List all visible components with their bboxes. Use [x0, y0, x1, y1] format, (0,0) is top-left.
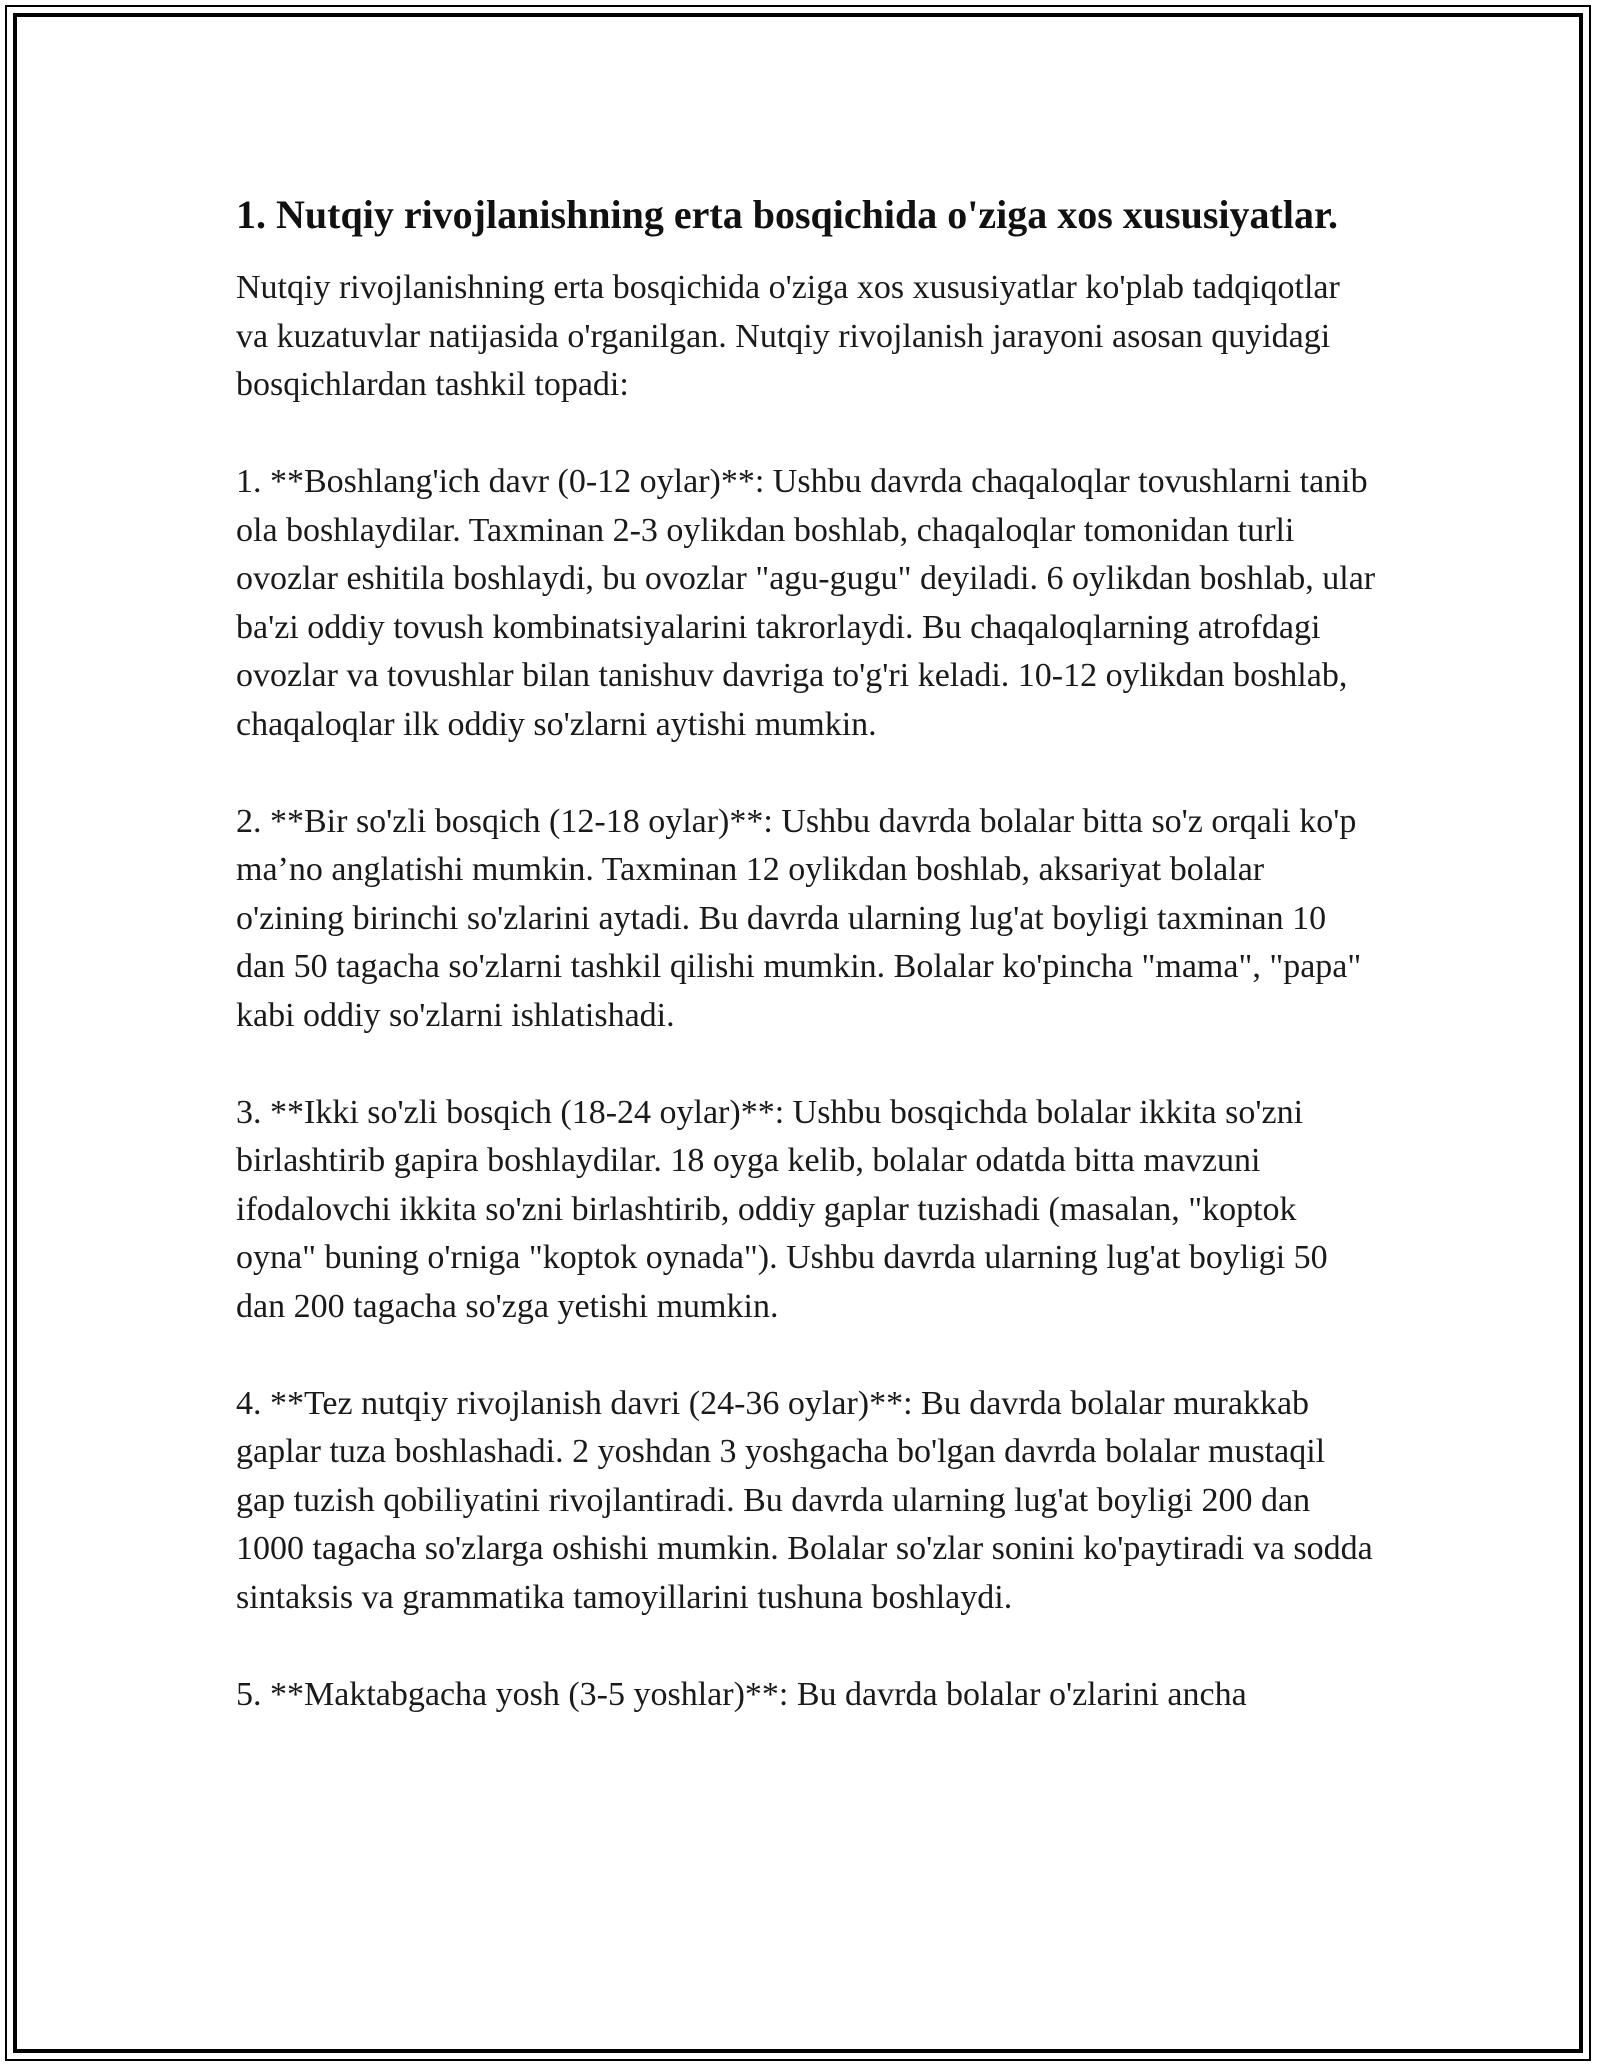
section-title: 1. Nutqiy rivojlanishning erta bosqichida o'ziga xos xususiyatlar.	[236, 192, 1339, 237]
stage-3-paragraph: 3. **Ikki so'zli bosqich (18-24 oylar)**: Ushbu bosqichda bolalar ikkita so'zni birlashtirib gapira boshlaydilar. 18 oyga kelib, bolalar odatda bitta mavzuni ifodalovchi ikkita so'zni birlashtirib, oddiy gaplar tuzishadi (masalan, "koptok oyna" buning o'rniga "koptok oynada"). Ushbu davrda ularning lug'at boyligi 50 dan 200 tagacha so'zga yetishi mumkin.	[236, 1093, 1328, 1325]
stage-5-paragraph: 5. **Maktabgacha yosh (3-5 yoshlar)**: Bu davrda bolalar o'zlarini ancha	[236, 1675, 1247, 1713]
stage-2-paragraph: 2. **Bir so'zli bosqich (12-18 oylar)**: Ushbu davrda bolalar bitta so'z orqali ko'p ma’no anglatishi mumkin. Taxminan 12 oylikdan boshlab, aksariyat bolalar o'zining birinchi so'zlarini aytadi. Bu davrda ularning lug'at boyligi taxminan 10 dan 50 tagacha so'zlarni tashkil qilishi mumkin. Bolalar ko'pincha "mama", "papa" kabi oddiy so'zlarni ishlatishadi.	[236, 802, 1362, 1034]
stage-1-paragraph: 1. **Boshlang'ich davr (0-12 oylar)**: Ushbu davrda chaqaloqlar tovushlarni tanib ola boshlaydilar. Taxminan 2-3 oylikdan boshlab, chaqaloqlar tomonidan turli ovozlar eshitila boshlaydi, bu ovozlar "agu-gugu" deyiladi. 6 oylikdan boshlab, ular ba'zi oddiy tovush kombinatsiyalarini takrorlaydi. Bu chaqaloqlarning atrofdagi ovozlar va tovushlar bilan tanishuv davriga to'g'ri keladi. 10-12 oylikdan boshlab, chaqaloqlar ilk oddiy so'zlarni aytishi mumkin.	[236, 463, 1376, 743]
intro-paragraph: Nutqiy rivojlanishning erta bosqichida o'ziga xos xususiyatlar ko'plab tadqiqotlar va kuzatuvlar natijasida o'rganilgan. Nutqiy rivojlanish jarayoni asosan quyidagi bosqichlardan tashkil topadi:	[236, 269, 1340, 403]
document-body	[236, 188, 1376, 1768]
stage-4-paragraph: 4. **Tez nutqiy rivojlanish davri (24-36 oylar)**: Bu davrda bolalar murakkab gaplar tuza boshlashadi. 2 yoshdan 3 yoshgacha bo'lgan davrda bolalar mustaqil gap tuzish qobiliyatini rivojlantiradi. Bu davrda ularning lug'at boyligi 200 dan 1000 tagacha so'zlarga oshishi mumkin. Bolalar so'zlar sonini ko'paytiradi va sodda sintaksis va grammatika tamoyillarini tushuna boshlaydi.	[236, 1384, 1373, 1616]
